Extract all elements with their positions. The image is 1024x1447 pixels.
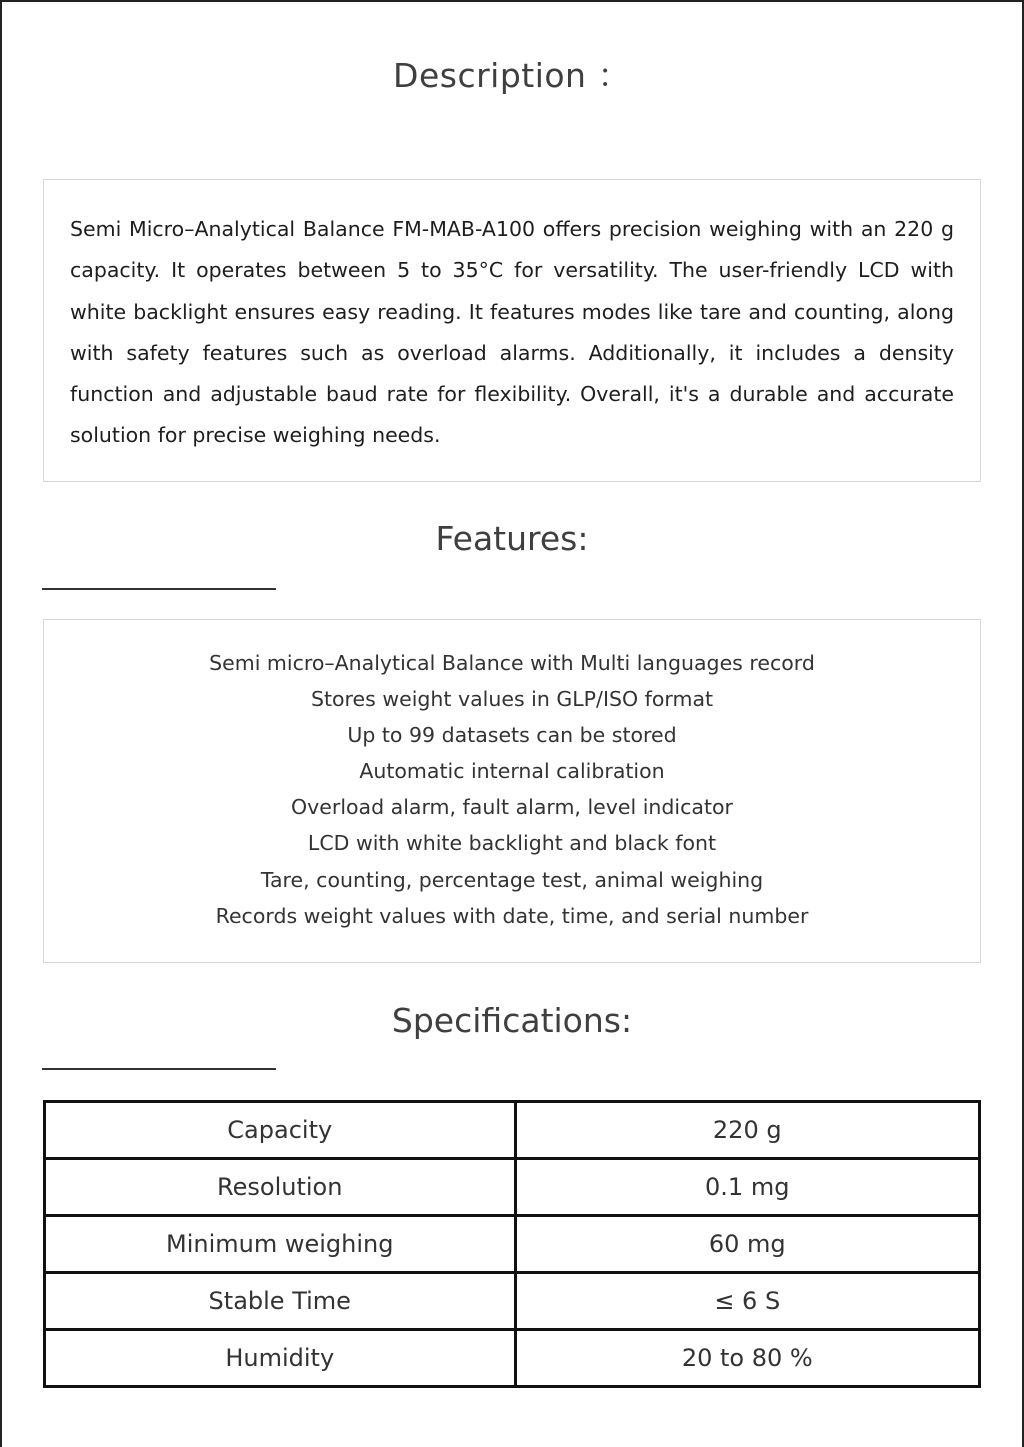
description-text: Semi Micro–Analytical Balance FM-MAB-A100 offers precision weighing with an 220 g capacity. It operates between 5 to 35°C for versatility. The user-friendly LCD with white backlight ensures easy reading. It features modes like tare and counting, along with safety features such as overload alarms. Additionally, it includes a density function and adjustable baud rate for flexibility. Overall, it's a durable and accurate solution for precise weighing needs. <box>70 217 954 448</box>
spec-label: Capacity <box>45 1102 516 1159</box>
table-row <box>45 1330 980 1387</box>
feature-item: Records weight values with date, time, and serial number <box>215 903 809 928</box>
feature-item: Overload alarm, fault alarm, level indicator <box>291 795 733 820</box>
feature-item: Up to 99 datasets can be stored <box>347 723 677 748</box>
features-box <box>43 619 981 963</box>
feature-item: Stores weight values in GLP/ISO format <box>310 687 714 712</box>
features-underline <box>42 588 276 590</box>
spec-value: 0.1 mg <box>515 1159 980 1216</box>
spec-value: ≤ 6 S <box>515 1273 980 1330</box>
feature-item: LCD with white backlight and black font <box>307 831 717 856</box>
feature-item: Automatic internal calibration <box>359 759 665 784</box>
spec-label: Stable Time <box>45 1273 516 1330</box>
description-heading: Description ： <box>393 56 631 95</box>
features-list <box>44 645 980 934</box>
table-row <box>45 1159 980 1216</box>
spec-value: 20 to 80 % <box>515 1330 980 1387</box>
table-row <box>45 1273 980 1330</box>
feature-item: Tare, counting, percentage test, animal weighing <box>260 867 764 892</box>
table-row <box>45 1216 980 1273</box>
specifications-heading: Specifications: <box>391 1001 633 1040</box>
table-row <box>45 1102 980 1159</box>
description-box <box>43 179 981 482</box>
features-heading: Features: <box>435 519 589 558</box>
spec-value: 220 g <box>515 1102 980 1159</box>
spec-label: Resolution <box>45 1159 516 1216</box>
spec-value: 60 mg <box>515 1216 980 1273</box>
feature-item: Semi micro–Analytical Balance with Multi languages record <box>209 651 815 675</box>
specifications-table <box>43 1100 981 1388</box>
spec-label: Minimum weighing <box>45 1216 516 1273</box>
spec-label: Humidity <box>45 1330 516 1387</box>
specifications-underline <box>42 1068 276 1070</box>
